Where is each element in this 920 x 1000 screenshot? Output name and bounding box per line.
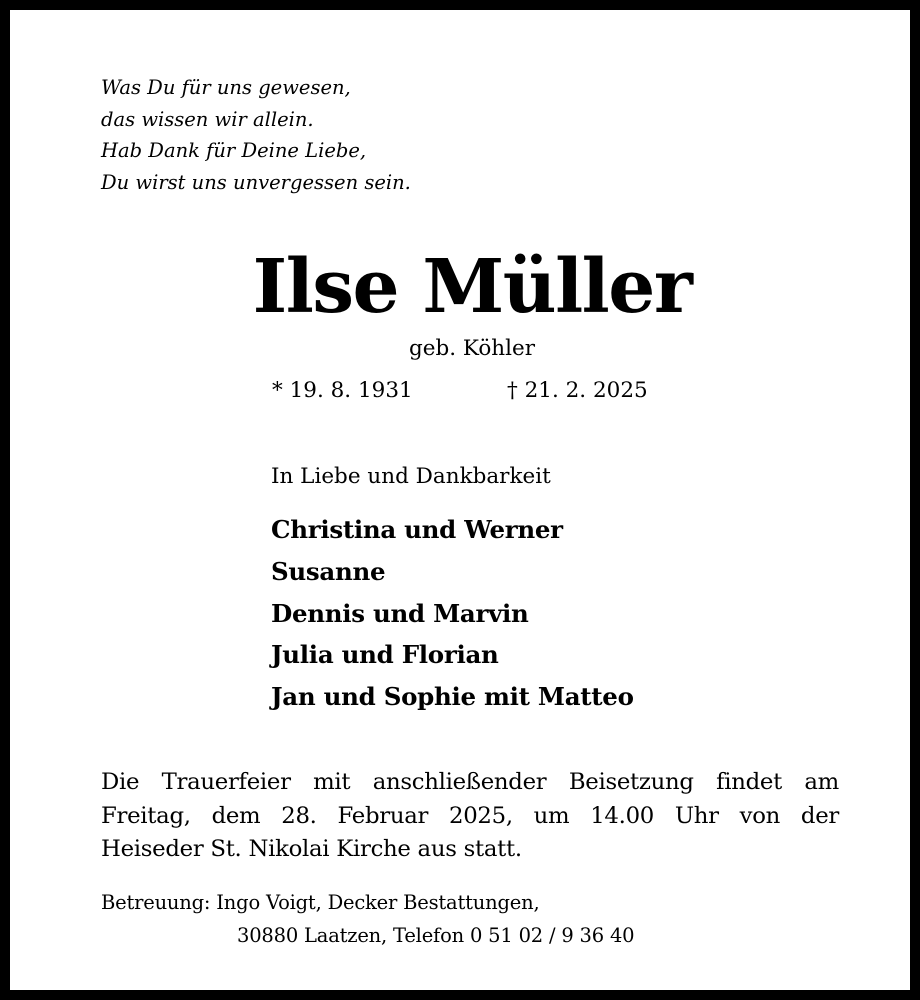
poem: [101, 72, 411, 198]
dedication: In Liebe und Dankbarkeit: [271, 464, 551, 489]
undertaker-address: 30880 Laatzen, Telefon 0 51 02 / 9 36 40: [237, 924, 635, 947]
poem-line: Was Du für uns gewesen,: [101, 76, 351, 99]
birth-date: * 19. 8. 1931: [272, 378, 413, 403]
mourner-name: Christina und Werner: [271, 515, 563, 544]
service-line: Freitag, dem 28. Februar 2025, um 14.00 Uhr von der: [101, 802, 839, 829]
undertaker-line: Betreuung: Ingo Voigt, Decker Bestattungen,: [101, 891, 540, 914]
maiden-name: geb. Köhler: [408, 336, 536, 361]
mourner-name: Susanne: [271, 556, 386, 586]
death-date: † 21. 2. 2025: [507, 378, 648, 403]
service-line: Heiseder St. Nikolai Kirche aus statt.: [101, 836, 522, 862]
mourner-name: Jan und Sophie mit Matteo: [271, 682, 634, 712]
poem-line: das wissen wir allein.: [101, 107, 314, 131]
undertaker-info: [101, 886, 634, 952]
poem-line: Du wirst uns unvergessen sein.: [101, 170, 411, 194]
mourner-name: Dennis und Marvin: [271, 598, 529, 628]
service-line: Die Trauerfeier mit anschließender Beisetzung findet am: [101, 769, 839, 795]
mourner-name: Julia und Florian: [271, 640, 499, 670]
funeral-service-notice: [101, 766, 839, 867]
mourners-list: [271, 509, 634, 718]
poem-line: Hab Dank für Deine Liebe,: [101, 139, 367, 162]
deceased-name: Ilse Müller: [252, 244, 692, 330]
